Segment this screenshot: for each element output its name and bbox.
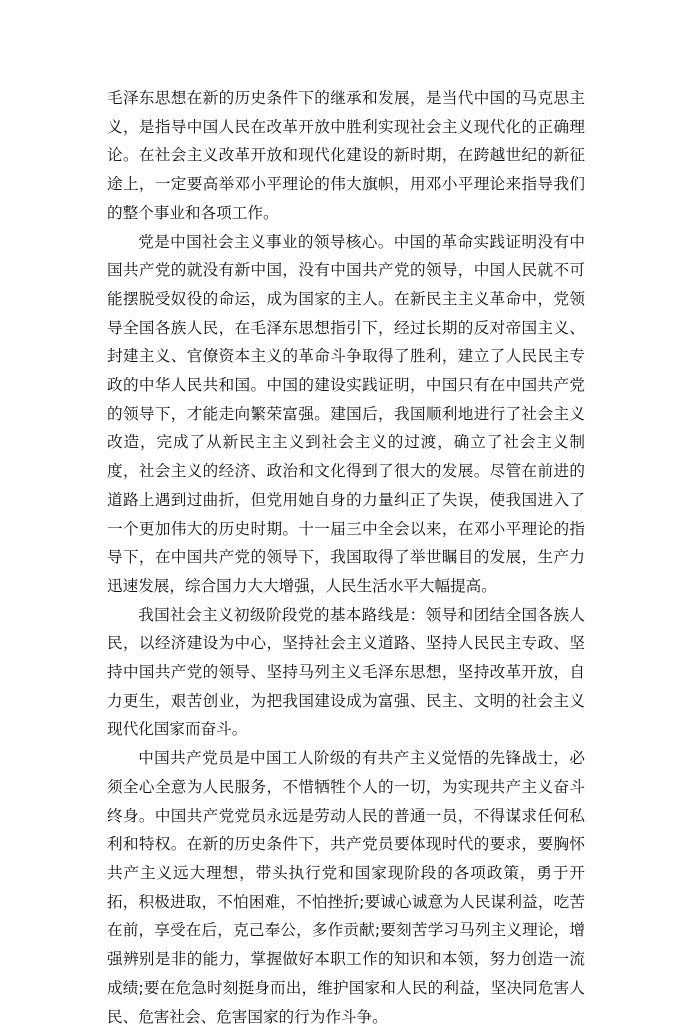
document-body <box>107 84 585 1031</box>
paragraph-3: 我国社会主义初级阶段党的基本路线是：领导和团结全国各族人民，以经济建设为中心，坚持社会主义道路、坚持人民民主专政、坚持中国共产党的领导、坚持马列主义毛泽东思想，坚持改革开放，自力更生，艰苦创业，为把我国建设成为富强、民主、文明的社会主义现代化国家而奋斗。 <box>107 605 585 739</box>
paragraph-1: 毛泽东思想在新的历史条件下的继承和发展，是当代中国的马克思主义，是指导中国人民在改革开放中胜利实现社会主义现代化的正确理论。在社会主义改革开放和现代化建设的新时期，在跨越世纪的新征途上，一定要高举邓小平理论的伟大旗帜，用邓小平理论来指导我们的整个事业和各项工作。 <box>107 89 585 222</box>
paragraph-2: 党是中国社会主义事业的领导核心。中国的革命实践证明没有中国共产党的就没有新中国，没有中国共产党的领导，中国人民就不可能摆脱受奴役的命运，成为国家的主人。在新民主主义革命中，党领导全国各族人民，在毛泽东思想指引下，经过长期的反对帝国主义、封建主义、官僚资本主义的革命斗争取得了胜利，建立了人民民主专政的中华人民共和国。中国的建设实践证明，中国只有在中国共产党的领导下，才能走向繁荣富强。建国后，我国顺利地进行了社会主义改造，完成了从新民主主义到社会主义的过渡，确立了社会主义制度，社会主义的经济、政治和文化得到了很大的发展。尽管在前进的道路上遇到过曲折，但党用她自身的力量纠正了失误，使我国进入了一个更加伟大的历史时期。十一届三中全会以来，在邓小平理论的指导下，在中国共产党的领导下，我国取得了举世瞩目的发展，生产力迅速发展，综合国力大大增强，人民生活水平大幅提高。 <box>107 232 585 595</box>
paragraph-4: 中国共产党员是中国工人阶级的有共产主义觉悟的先锋战士，必须全心全意为人民服务，不惜牺牲个人的一切，为实现共产主义奋斗终身。中国共产党党员永远是劳动人民的普通一员，不得谋求任何私利和特权。在新的历史条件下，共产党员要体现时代的要求，要胸怀共产主义远大理想，带头执行党和国家现阶段的各项政策，勇于开拓，积极进取，不怕困难，不怕挫折;要诚心诚意为人民谋利益，吃苦在前，享受在后，克己奉公，多作贡献;要刻苦学习马列主义理论，增强辨别是非的能力，掌握做好本职工作的知识和本领，努力创造一流成绩;要在危急时刻挺身而出，维护国家和人民的利益，坚决同危害人民、危害社会、危害国家的行为作斗争。 <box>107 749 585 1026</box>
